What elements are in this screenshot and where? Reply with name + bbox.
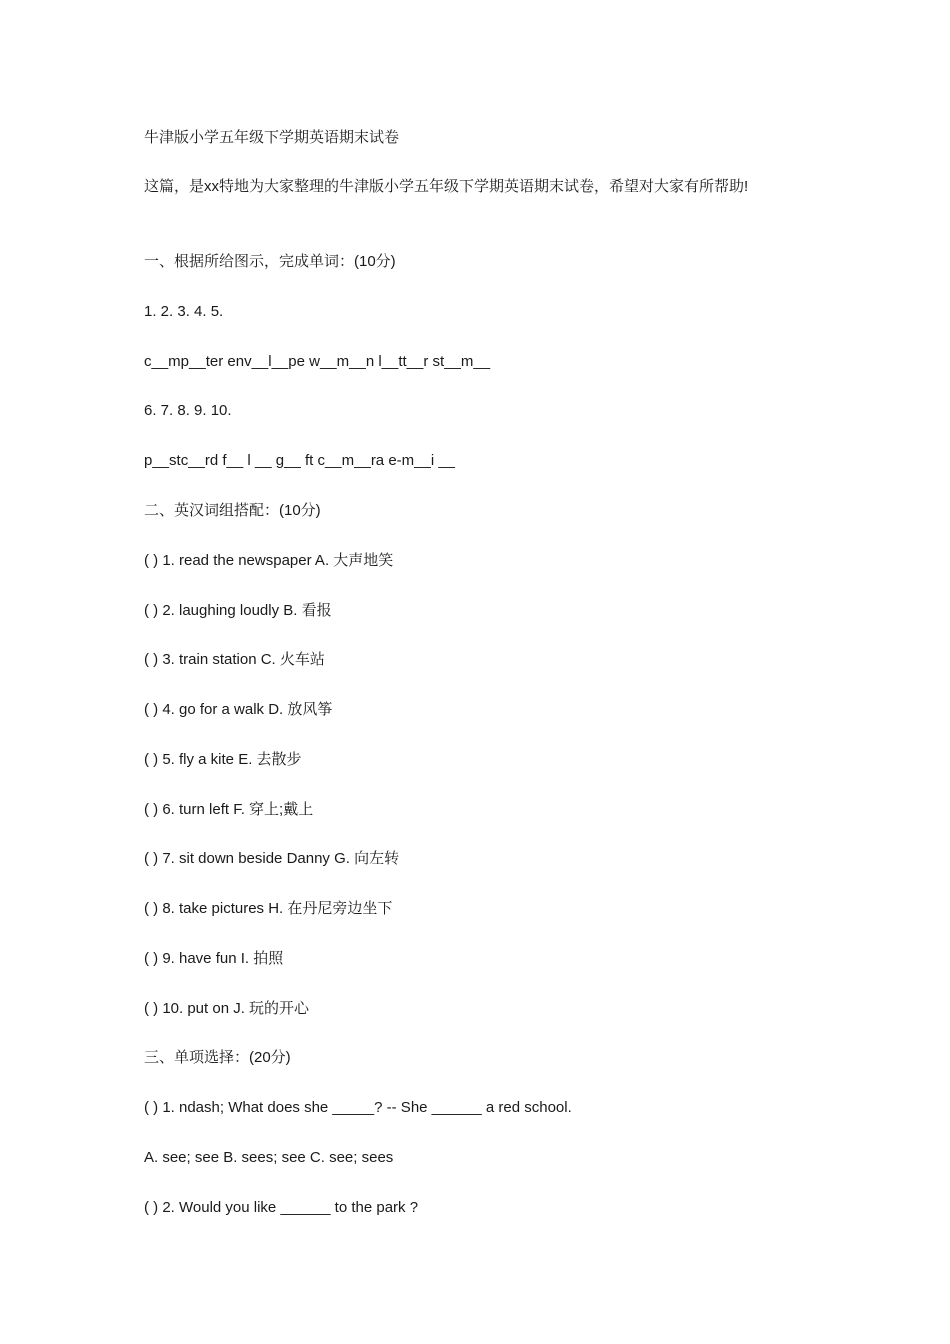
- section1-words-a: c__mp__ter env__l__pe w__m__n l__tt__r st__m__: [144, 353, 491, 370]
- match-item: ( ) 8. take pictures H. 在丹尼旁边坐下: [144, 900, 393, 917]
- match-item: ( ) 4. go for a walk D. 放风筝: [144, 701, 333, 718]
- question-1-options: A. see; see B. sees; see C. see; sees: [144, 1149, 394, 1166]
- match-item: ( ) 1. read the newspaper A. 大声地笑: [144, 552, 394, 569]
- section1-words-b: p__stc__rd f__ l __ g__ ft c__m__ra e-m__i __: [144, 452, 456, 469]
- match-item: ( ) 3. train station C. 火车站: [144, 651, 325, 668]
- match-item: ( ) 5. fly a kite E. 去散步: [144, 751, 302, 768]
- match-item: ( ) 9. have fun I. 拍照: [144, 950, 284, 967]
- question-2: ( ) 2. Would you like ______ to the park ?: [144, 1199, 419, 1216]
- match-item: ( ) 7. sit down beside Danny G. 向左转: [144, 850, 400, 867]
- section1-heading: 一、根据所给图示，完成单词：(10分): [144, 253, 396, 270]
- match-item: ( ) 10. put on J. 玩的开心: [144, 1000, 310, 1017]
- section1-numbers-b: 6. 7. 8. 9. 10.: [144, 402, 232, 419]
- section2-heading: 二、英汉词组搭配：(10分): [144, 502, 321, 519]
- intro-paragraph: 这篇，是xx特地为大家整理的牛津版小学五年级下学期英语期末试卷，希望对大家有所帮助!: [144, 178, 749, 195]
- document-title: 牛津版小学五年级下学期英语期末试卷: [144, 129, 400, 146]
- question-1: ( ) 1. ndash; What does she _____? -- She ______ a red school.: [144, 1099, 572, 1116]
- match-item: ( ) 6. turn left F. 穿上;戴上: [144, 801, 314, 818]
- section3-heading: 三、单项选择：(20分): [144, 1049, 291, 1066]
- section1-numbers-a: 1. 2. 3. 4. 5.: [144, 303, 224, 320]
- match-item: ( ) 2. laughing loudly B. 看报: [144, 602, 332, 619]
